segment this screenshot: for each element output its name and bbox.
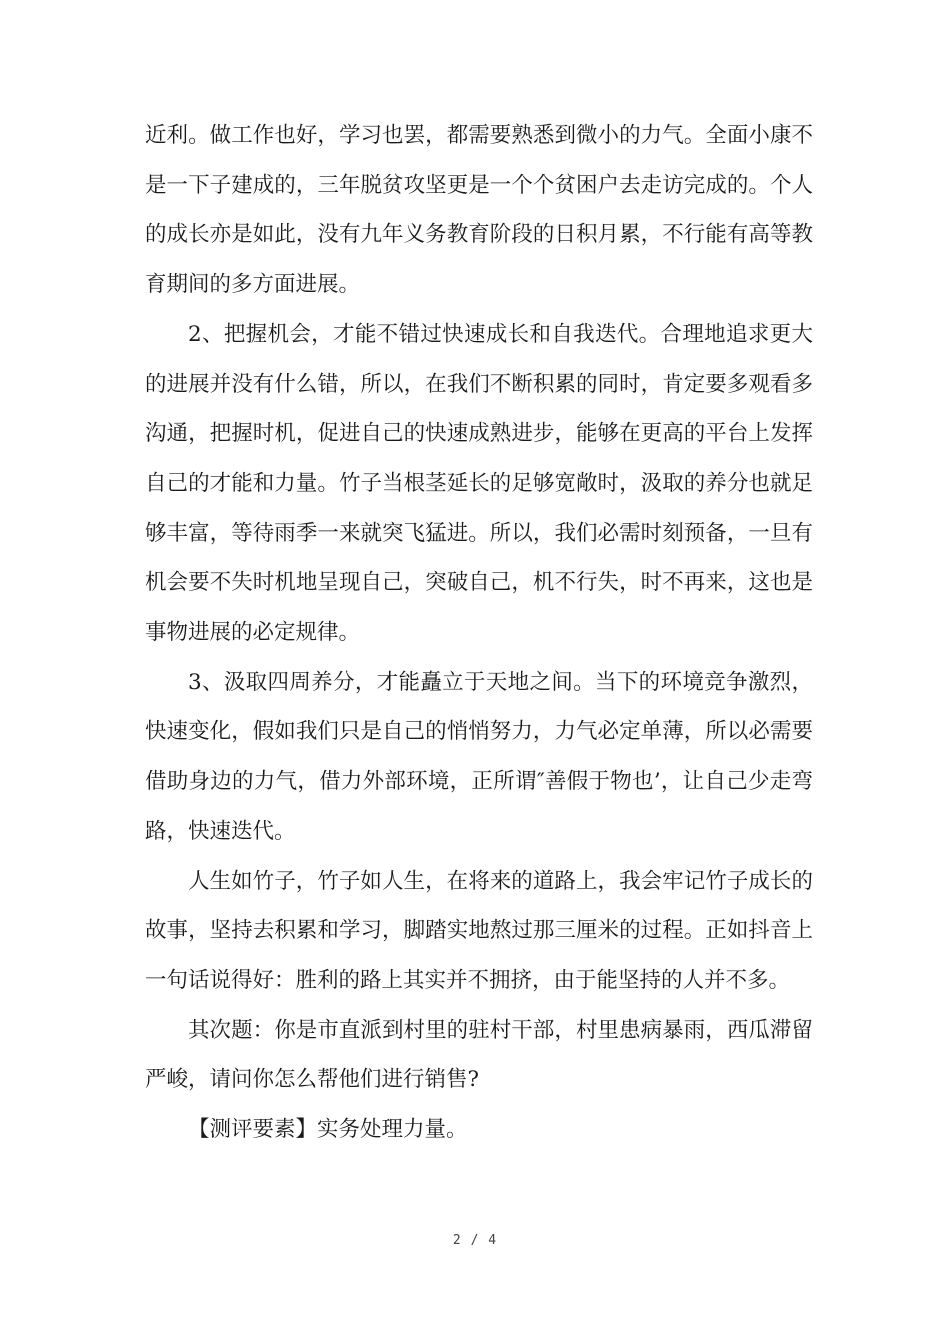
document-body [145,111,813,1155]
paragraph-question-2: 其次题：你是市直派到村里的驻村干部，村里患病暴雨，西瓜滞留严峻，请问你怎么帮他们进行销售? [145,1017,813,1093]
paragraph-point-2: 2、把握机会，才能不错过快速成长和自我迭代。合理地追求更大的进展并没有什么错，所以，在我们不断积累的同时，肯定要多观看多沟通，把握时机，促进自己的快速成熟进步，能够在更高的平台上发挥自己的才能和力量。竹子当根茎延长的足够宽敞时，汲取的养分也就足够丰富，等待雨季一来就突飞猛进。所以，我们必需时刻预备，一旦有机会要不失时机地呈现自己，突破自己，机不行失，时不再来，这也是事物进展的必定规律。 [145,321,813,646]
paragraph-continuation: 近利。做工作也好，学习也罢，都需要熟悉到微小的力气。全面小康不是一下子建成的，三年脱贫攻坚更是一个个贫困户去走访完成的。个人的成长亦是如此，没有九年义务教育阶段的日积月累，不行能有高等教育期间的多方面进展。 [145,123,813,298]
paragraph-evaluation-element: 【测评要素】实务处理力量。 [188,1117,468,1143]
paragraph-point-3: 3、汲取四周养分，才能矗立于天地之间。当下的环境竞争激烈，快速变化，假如我们只是自己的悄悄努力，力气必定单薄，所以必需要借助身边的力气，借力外部环境，正所谓″善假于物也’，让自己少走弯路，快速迭代。 [145,669,813,844]
paragraph-conclusion: 人生如竹子，竹子如人生，在将来的道路上，我会牢记竹子成长的故事，坚持去积累和学习，脚踏实地熬过那三厘米的过程。正如抖音上一句话说得好：胜利的路上其实并不拥挤，由于能坚持的人并不多。 [145,868,813,993]
page-number: 2 / 4 [452,1233,498,1248]
